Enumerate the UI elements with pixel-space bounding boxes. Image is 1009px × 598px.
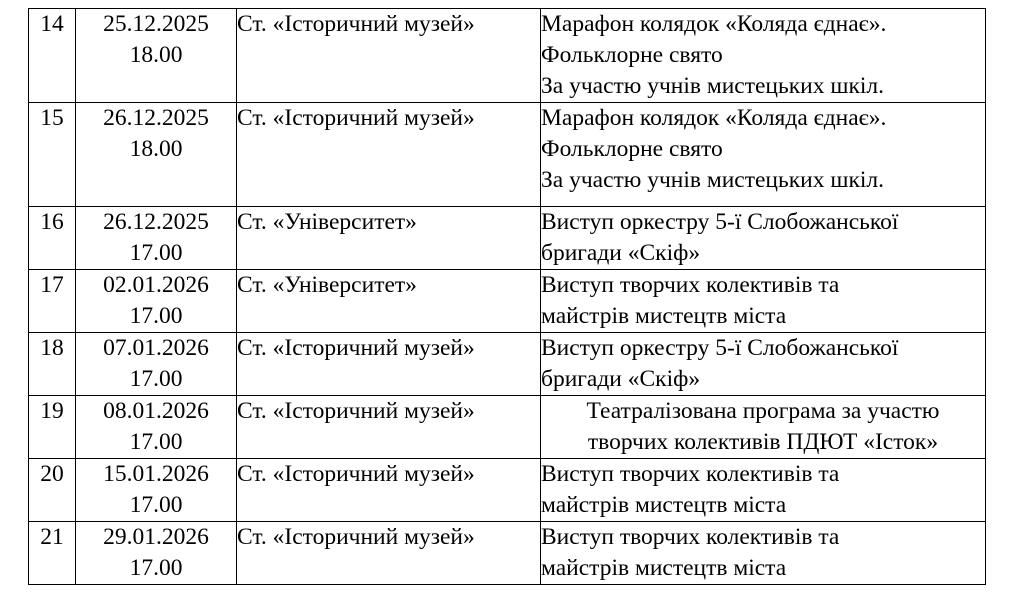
row-number: 15 — [29, 103, 76, 207]
description-line: майстрів мистецтв міста — [541, 492, 787, 518]
row-number: 18 — [29, 333, 76, 396]
table-row — [29, 333, 986, 396]
table-row — [29, 9, 986, 103]
event-time: 18.00 — [129, 42, 183, 68]
event-datetime — [76, 522, 237, 585]
event-time: 17.00 — [129, 366, 183, 392]
row-number: 17 — [29, 270, 76, 333]
description-line: творчих колективів ПДЮТ «Істок» — [587, 429, 939, 455]
event-time: 18.00 — [129, 136, 183, 162]
event-location: Ст. «Історичний музей» — [237, 333, 541, 396]
description-line: Виступ творчих колективів та — [541, 524, 840, 550]
table-row — [29, 522, 986, 585]
description-line: майстрів мистецтв міста — [541, 303, 787, 329]
event-date: 26.12.2025 — [103, 209, 209, 235]
description-line: Фольклорне свято — [541, 42, 723, 68]
event-datetime — [76, 396, 237, 459]
event-datetime — [76, 459, 237, 522]
event-description — [541, 9, 986, 103]
event-description — [541, 459, 986, 522]
description-line: Фольклорне свято — [541, 136, 723, 162]
event-description — [541, 207, 986, 270]
description-line: бригади «Скіф» — [541, 366, 701, 392]
event-location: Ст. «Історичний музей» — [237, 103, 541, 207]
event-date: 29.01.2026 — [103, 524, 209, 550]
description-line: Марафон колядок «Коляда єднає». — [541, 105, 887, 131]
event-location: Ст. «Історичний музей» — [237, 396, 541, 459]
description-line: майстрів мистецтв міста — [541, 555, 787, 581]
description-line: За участю учнів мистецьких шкіл. — [541, 167, 884, 193]
events-table — [28, 8, 986, 585]
event-location: Ст. «Історичний музей» — [237, 459, 541, 522]
event-time: 17.00 — [129, 555, 183, 581]
event-description — [541, 522, 986, 585]
description-line: Виступ оркестру 5-ї Слобожанської — [541, 335, 899, 361]
description-line: Виступ творчих колективів та — [541, 272, 840, 298]
event-date: 08.01.2026 — [103, 398, 209, 424]
event-datetime — [76, 270, 237, 333]
row-number: 19 — [29, 396, 76, 459]
description-line: Виступ оркестру 5-ї Слобожанської — [541, 209, 899, 235]
table-row — [29, 396, 986, 459]
event-date: 15.01.2026 — [103, 461, 209, 487]
event-location: Ст. «Історичний музей» — [237, 9, 541, 103]
event-date: 02.01.2026 — [103, 272, 209, 298]
event-description — [541, 396, 986, 459]
row-number: 14 — [29, 9, 76, 103]
event-location: Ст. «Університет» — [237, 207, 541, 270]
event-date: 07.01.2026 — [103, 335, 209, 361]
row-number: 21 — [29, 522, 76, 585]
event-description — [541, 270, 986, 333]
table-row — [29, 207, 986, 270]
description-line: За участю учнів мистецьких шкіл. — [541, 73, 884, 99]
event-date: 25.12.2025 — [103, 11, 209, 37]
row-number: 16 — [29, 207, 76, 270]
event-time: 17.00 — [129, 429, 183, 455]
table-row — [29, 270, 986, 333]
description-line: Виступ творчих колективів та — [541, 461, 840, 487]
table-row — [29, 459, 986, 522]
event-description — [541, 103, 986, 207]
description-line: Марафон колядок «Коляда єднає». — [541, 11, 887, 37]
row-number: 20 — [29, 459, 76, 522]
event-datetime — [76, 103, 237, 207]
event-time: 17.00 — [129, 303, 183, 329]
event-datetime — [76, 9, 237, 103]
table-row — [29, 103, 986, 207]
event-location: Ст. «Історичний музей» — [237, 522, 541, 585]
description-line: бригади «Скіф» — [541, 240, 701, 266]
event-date: 26.12.2025 — [103, 105, 209, 131]
description-line: Театралізована програма за участю — [586, 398, 940, 424]
event-datetime — [76, 333, 237, 396]
event-time: 17.00 — [129, 492, 183, 518]
event-time: 17.00 — [129, 240, 183, 266]
event-datetime — [76, 207, 237, 270]
event-location: Ст. «Університет» — [237, 270, 541, 333]
event-description — [541, 333, 986, 396]
